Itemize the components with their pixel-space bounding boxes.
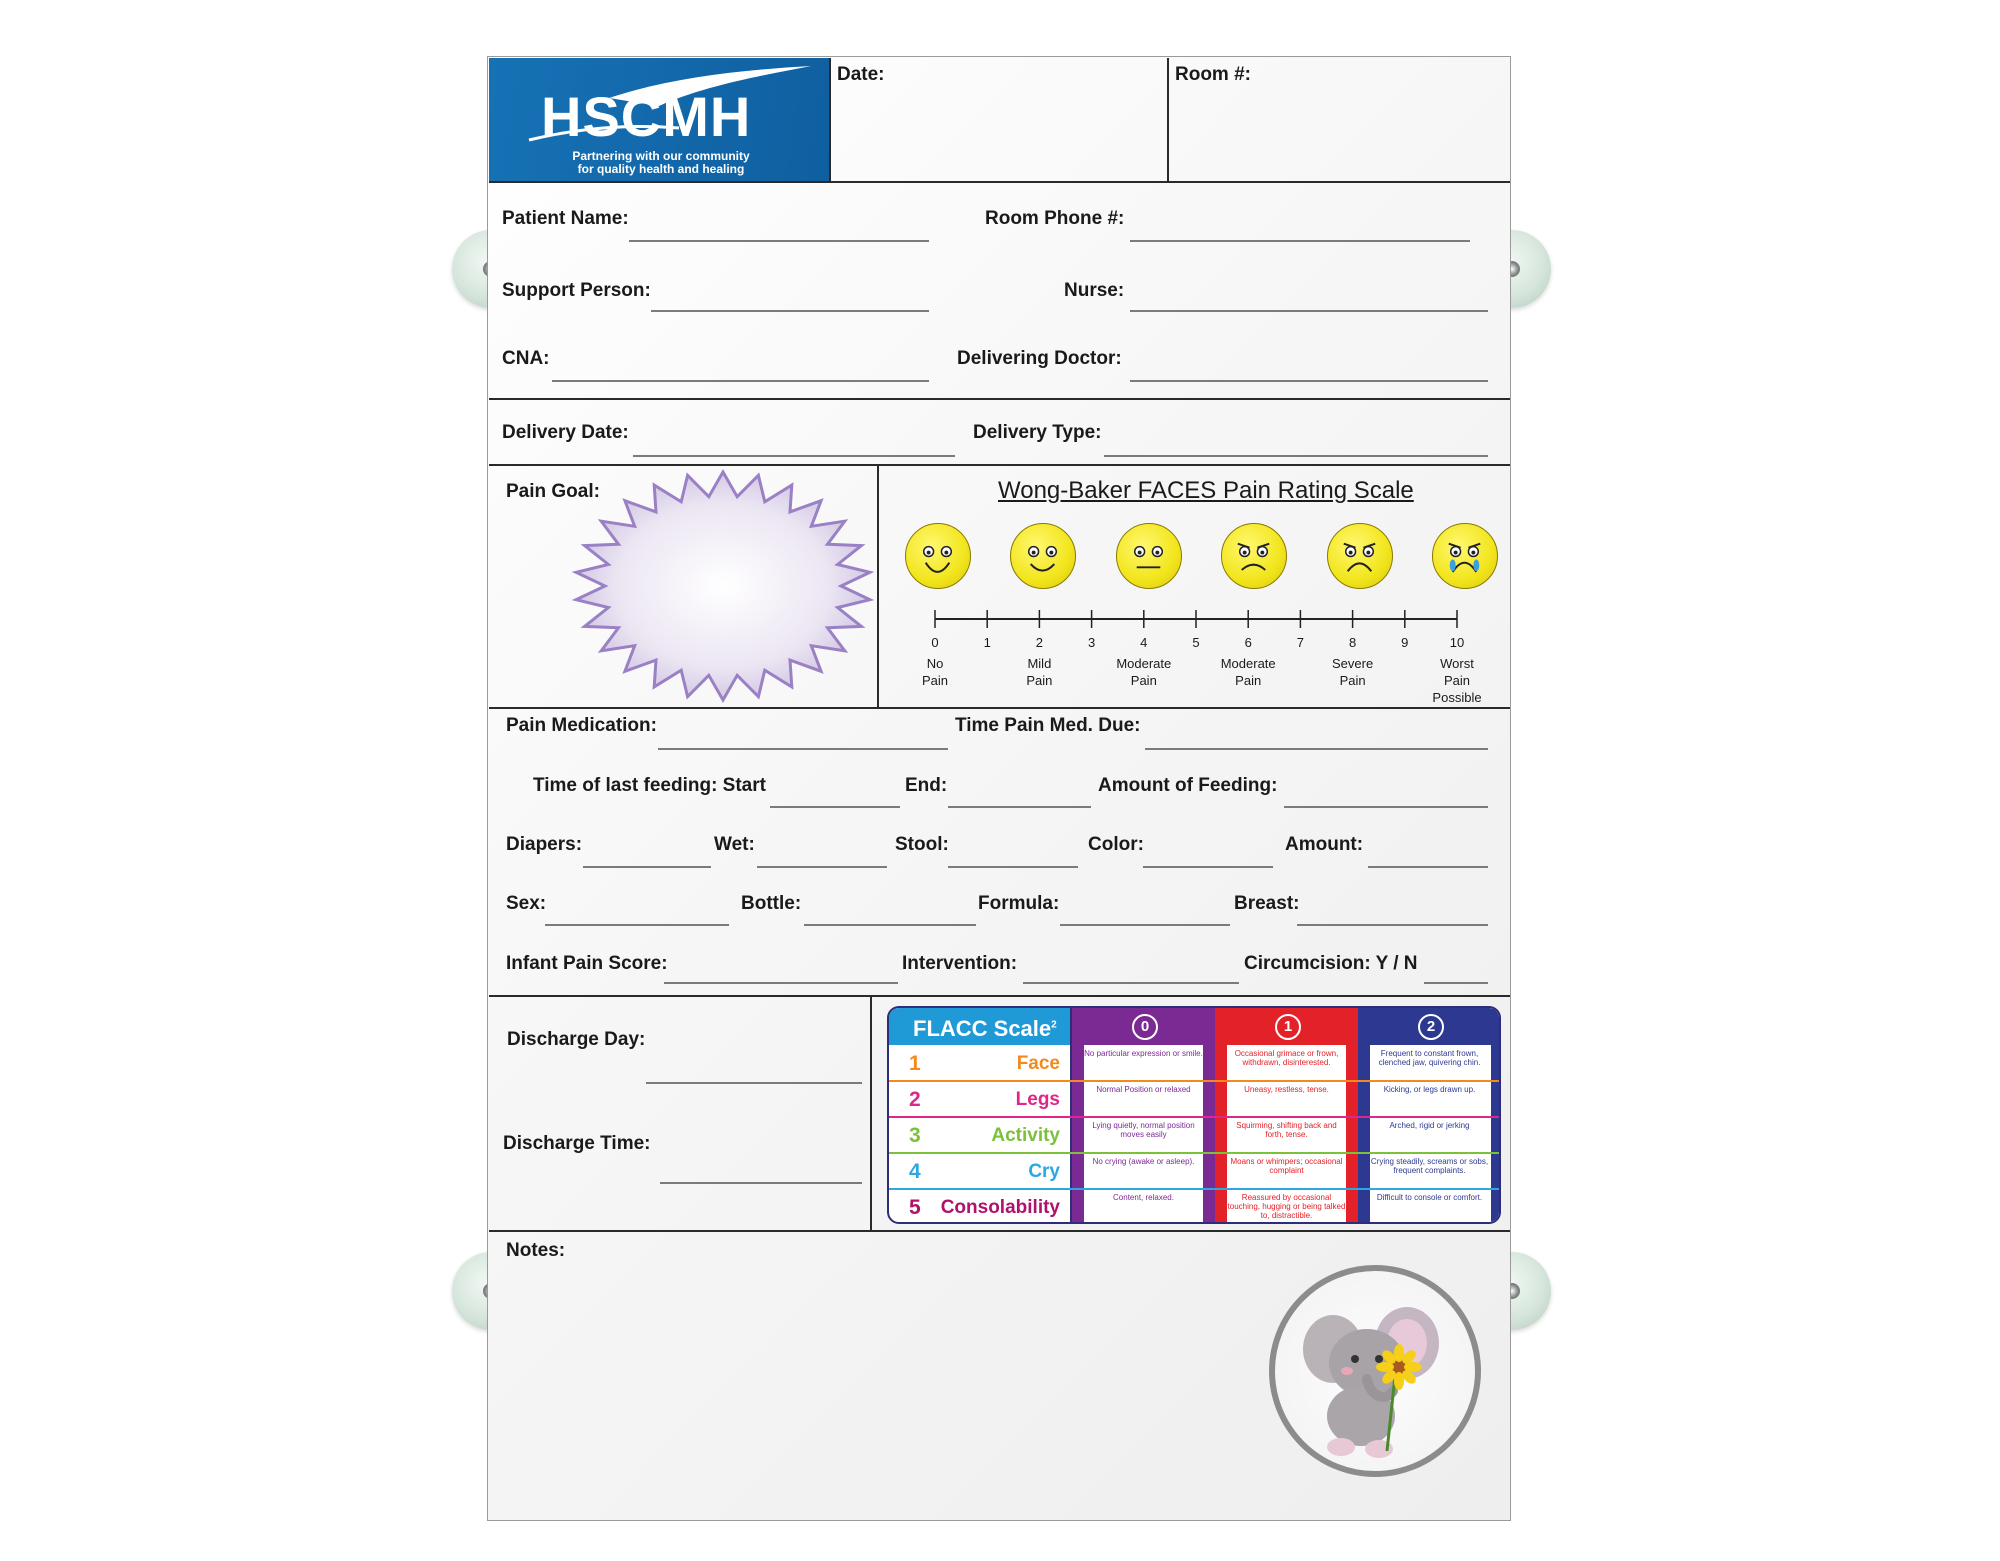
stool-field[interactable]	[948, 866, 1078, 868]
support-person-label: Support Person:	[502, 280, 651, 301]
flacc-title-text: FLACC Scale	[913, 1016, 1052, 1041]
pain-descriptor-line: No	[926, 656, 944, 671]
pain-descriptor-line: Pain	[1026, 673, 1053, 688]
flacc-criterion-face: Face	[1016, 1053, 1060, 1074]
bottle-label: Bottle:	[741, 893, 802, 914]
pain-descriptor-0	[895, 655, 975, 689]
infant-section-rule	[489, 995, 1510, 997]
pain-tick-label-0: 0	[931, 635, 939, 650]
pain-tick-label-6: 6	[1244, 635, 1252, 650]
logo-tagline-line-1: Partnering with our community	[572, 149, 750, 163]
patient-name-field[interactable]	[629, 240, 929, 242]
discharge-day-field[interactable]	[646, 1082, 862, 1084]
flacc-cell-legs-c2: Kicking, or legs drawn up.	[1383, 1085, 1476, 1094]
delivery-section-rule	[489, 464, 1510, 466]
delivery-date-label: Delivery Date:	[502, 422, 629, 443]
nurse-field[interactable]	[1130, 310, 1488, 312]
flacc-row-number: 1	[909, 1052, 921, 1075]
flacc-cell-legs-c1: Uneasy, restless, tense.	[1244, 1085, 1329, 1094]
discharge-time-label: Discharge Time:	[503, 1133, 651, 1154]
pain-medication-field[interactable]	[658, 748, 948, 750]
pain-tick-label-1: 1	[983, 635, 991, 650]
discharge-section-rule	[489, 1230, 1510, 1232]
flacc-criterion-consolability: Consolability	[940, 1197, 1060, 1218]
pain-descriptor-line: Pain	[1130, 673, 1157, 688]
pain-descriptor-2	[999, 655, 1079, 689]
very-sad-face-icon	[1327, 523, 1393, 589]
flacc-cell-consolability-c0: Content, relaxed.	[1113, 1193, 1174, 1202]
pain-descriptor-line: Pain	[921, 673, 949, 688]
feeding-start-field[interactable]	[770, 806, 900, 808]
sex-label: Sex:	[506, 893, 547, 914]
pain-descriptor-8	[1313, 655, 1393, 689]
flacc-cell-cry-c1: Moans or whimpers; occasional complaint	[1230, 1157, 1343, 1175]
logo-tagline-line-2: for quality health and healing	[577, 162, 745, 176]
pain-descriptor-line: Mild	[1027, 656, 1052, 671]
flacc-cell-face-c0: No particular expression or smile.	[1084, 1049, 1203, 1058]
pain-tick-label-4: 4	[1140, 635, 1148, 650]
delivering-doctor-label: Delivering Doctor:	[957, 348, 1122, 369]
header-bottom-rule	[489, 181, 1510, 183]
time-of-last-feeding-label: Time of last feeding: Start	[533, 775, 766, 796]
pain-descriptor-line: Worst	[1440, 656, 1474, 671]
flacc-cell-cry-c2: Crying steadily, screams or sobs, frequent complaints.	[1370, 1157, 1489, 1175]
pain-descriptor-line: Possible	[1432, 690, 1482, 705]
flacc-cell-consolability-c2: Difficult to console or comfort.	[1376, 1193, 1483, 1202]
pain-descriptor-10	[1417, 655, 1497, 706]
pain-tick-label-5: 5	[1192, 635, 1200, 650]
crying-face-icon	[1432, 523, 1498, 589]
pain-descriptor-line: Pain	[1443, 673, 1471, 688]
diapers-field[interactable]	[583, 866, 711, 868]
amount-of-feeding-field[interactable]	[1284, 806, 1488, 808]
time-pain-med-due-label: Time Pain Med. Due:	[955, 715, 1141, 736]
room-phone-field[interactable]	[1130, 240, 1470, 242]
discharge-day-label: Discharge Day:	[507, 1029, 646, 1050]
pain-goal-starburst[interactable]	[570, 468, 876, 704]
color-label: Color:	[1088, 834, 1144, 855]
logo-tagline	[551, 150, 771, 176]
formula-label: Formula:	[978, 893, 1060, 914]
pain-descriptor-line: Severe	[1331, 656, 1374, 671]
flacc-cell-legs-c0: Normal Position or relaxed	[1096, 1085, 1191, 1094]
bottle-field[interactable]	[804, 924, 976, 926]
flacc-cell-consolability-c1: Reassured by occasional touching, hugging or being talked to, distractible.	[1227, 1193, 1346, 1220]
logo-wordmark: HSCMH	[541, 85, 752, 148]
hscmh-logo	[489, 58, 829, 182]
score-1-badge: 1	[1275, 1014, 1301, 1040]
amount-label: Amount:	[1285, 834, 1364, 855]
flacc-scale-table	[887, 1006, 1501, 1224]
infant-pain-score-field[interactable]	[664, 982, 898, 984]
wet-field[interactable]	[757, 866, 887, 868]
flacc-row-separator	[889, 1116, 1501, 1118]
header-divider-2	[1167, 58, 1169, 182]
flacc-row-number: 2	[909, 1088, 921, 1111]
pain-tick-label-2: 2	[1035, 635, 1043, 650]
pain-descriptor-4	[1104, 655, 1184, 689]
support-person-field[interactable]	[651, 310, 929, 312]
pain-descriptor-line: Moderate	[1220, 656, 1276, 671]
feeding-end-label: End:	[905, 775, 948, 796]
amount-of-feeding-label: Amount of Feeding:	[1098, 775, 1278, 796]
happy-face-icon	[1010, 523, 1076, 589]
patient-name-label: Patient Name:	[502, 208, 629, 229]
score-0-badge: 0	[1132, 1014, 1158, 1040]
pain-descriptor-6	[1208, 655, 1288, 689]
flacc-row-number: 4	[909, 1160, 921, 1183]
flacc-title	[913, 1016, 1057, 1042]
flacc-row-separator	[889, 1152, 1501, 1154]
score-2-badge: 2	[1418, 1014, 1444, 1040]
flacc-cell-activity-c0: Lying quietly, normal position moves easily	[1092, 1121, 1195, 1139]
notes-label: Notes:	[506, 1240, 566, 1261]
infant-pain-score-label: Infant Pain Score:	[506, 953, 668, 974]
intervention-field[interactable]	[1023, 982, 1239, 984]
nurse-label: Nurse:	[1064, 280, 1125, 301]
breast-field[interactable]	[1297, 924, 1488, 926]
pain-tick-label-10: 10	[1449, 635, 1465, 650]
elephant-illustration-frame	[1269, 1265, 1481, 1477]
flacc-row-number: 3	[909, 1124, 921, 1147]
pain-tick-label-7: 7	[1296, 635, 1304, 650]
sad-face-icon	[1221, 523, 1287, 589]
flacc-criterion-activity: Activity	[991, 1125, 1060, 1146]
elephant-with-flower-icon	[1275, 1271, 1475, 1471]
date-label: Date:	[837, 64, 885, 85]
flacc-cell-activity-c1: Squirming, shifting back and forth, tense.	[1236, 1121, 1337, 1139]
delivery-type-field[interactable]	[1104, 455, 1488, 457]
discharge-time-field[interactable]	[660, 1182, 862, 1184]
delivering-doctor-field[interactable]	[1130, 380, 1488, 382]
discharge-divider	[870, 995, 872, 1231]
formula-field[interactable]	[1060, 924, 1230, 926]
flacc-row-separator	[889, 1188, 1501, 1190]
pain-tick-label-9: 9	[1401, 635, 1409, 650]
flacc-row-number: 5	[909, 1196, 921, 1219]
circumcision-field[interactable]	[1424, 982, 1488, 984]
pain-section-divider	[877, 464, 879, 708]
pain-scale-axis	[920, 608, 1480, 630]
breast-label: Breast:	[1234, 893, 1300, 914]
room-phone-label: Room Phone #:	[985, 208, 1125, 229]
diapers-label: Diapers:	[506, 834, 583, 855]
pain-goal-label: Pain Goal:	[506, 481, 600, 502]
flacc-cell-activity-c2: Arched, rigid or jerking	[1389, 1121, 1470, 1130]
time-pain-med-due-field[interactable]	[1145, 748, 1488, 750]
pain-descriptor-line: Pain	[1235, 673, 1262, 688]
circumcision-label: Circumcision: Y / N	[1244, 953, 1418, 974]
pain-section-rule	[489, 707, 1510, 709]
pain-descriptor-line: Moderate	[1116, 656, 1172, 671]
wet-label: Wet:	[714, 834, 755, 855]
pain-descriptor-line: Pain	[1339, 673, 1366, 688]
wong-baker-title: Wong-Baker FACES Pain Rating Scale	[998, 477, 1414, 504]
flacc-title-header	[889, 1008, 1072, 1045]
very-happy-face-icon	[905, 523, 971, 589]
pain-tick-label-8: 8	[1348, 635, 1357, 650]
room-number-label: Room #:	[1175, 64, 1251, 85]
stool-label: Stool:	[895, 834, 949, 855]
pain-medication-label: Pain Medication:	[506, 715, 657, 736]
pain-tick-label-3: 3	[1087, 635, 1096, 650]
flacc-cell-cry-c0: No crying (awake or asleep).	[1092, 1157, 1195, 1166]
intervention-label: Intervention:	[902, 953, 1018, 974]
color-field[interactable]	[1143, 866, 1273, 868]
flacc-score-1-header	[1215, 1008, 1358, 1045]
flacc-criterion-cry: Cry	[1028, 1161, 1060, 1182]
patient-section-rule	[489, 398, 1510, 400]
flacc-title-superscript: 2	[1051, 1019, 1057, 1031]
header-divider-1	[829, 58, 831, 182]
flacc-row-separator	[889, 1080, 1501, 1082]
flacc-cell-face-c1: Occasional grimace or frown, withdrawn, disinterested.	[1234, 1049, 1339, 1067]
flacc-score-0-header	[1072, 1008, 1215, 1045]
delivery-date-field[interactable]	[633, 455, 955, 457]
feeding-end-field[interactable]	[948, 806, 1091, 808]
delivery-type-label: Delivery Type:	[973, 422, 1102, 443]
cna-label: CNA:	[502, 348, 550, 369]
neutral-face-icon	[1116, 523, 1182, 589]
cna-field[interactable]	[552, 380, 929, 382]
sex-field[interactable]	[545, 924, 729, 926]
flacc-cell-face-c2: Frequent to constant frown, clenched jaw, quivering chin.	[1378, 1049, 1481, 1067]
flacc-criterion-legs: Legs	[1015, 1089, 1060, 1110]
amount-field[interactable]	[1368, 866, 1488, 868]
flacc-score-2-header	[1358, 1008, 1501, 1045]
